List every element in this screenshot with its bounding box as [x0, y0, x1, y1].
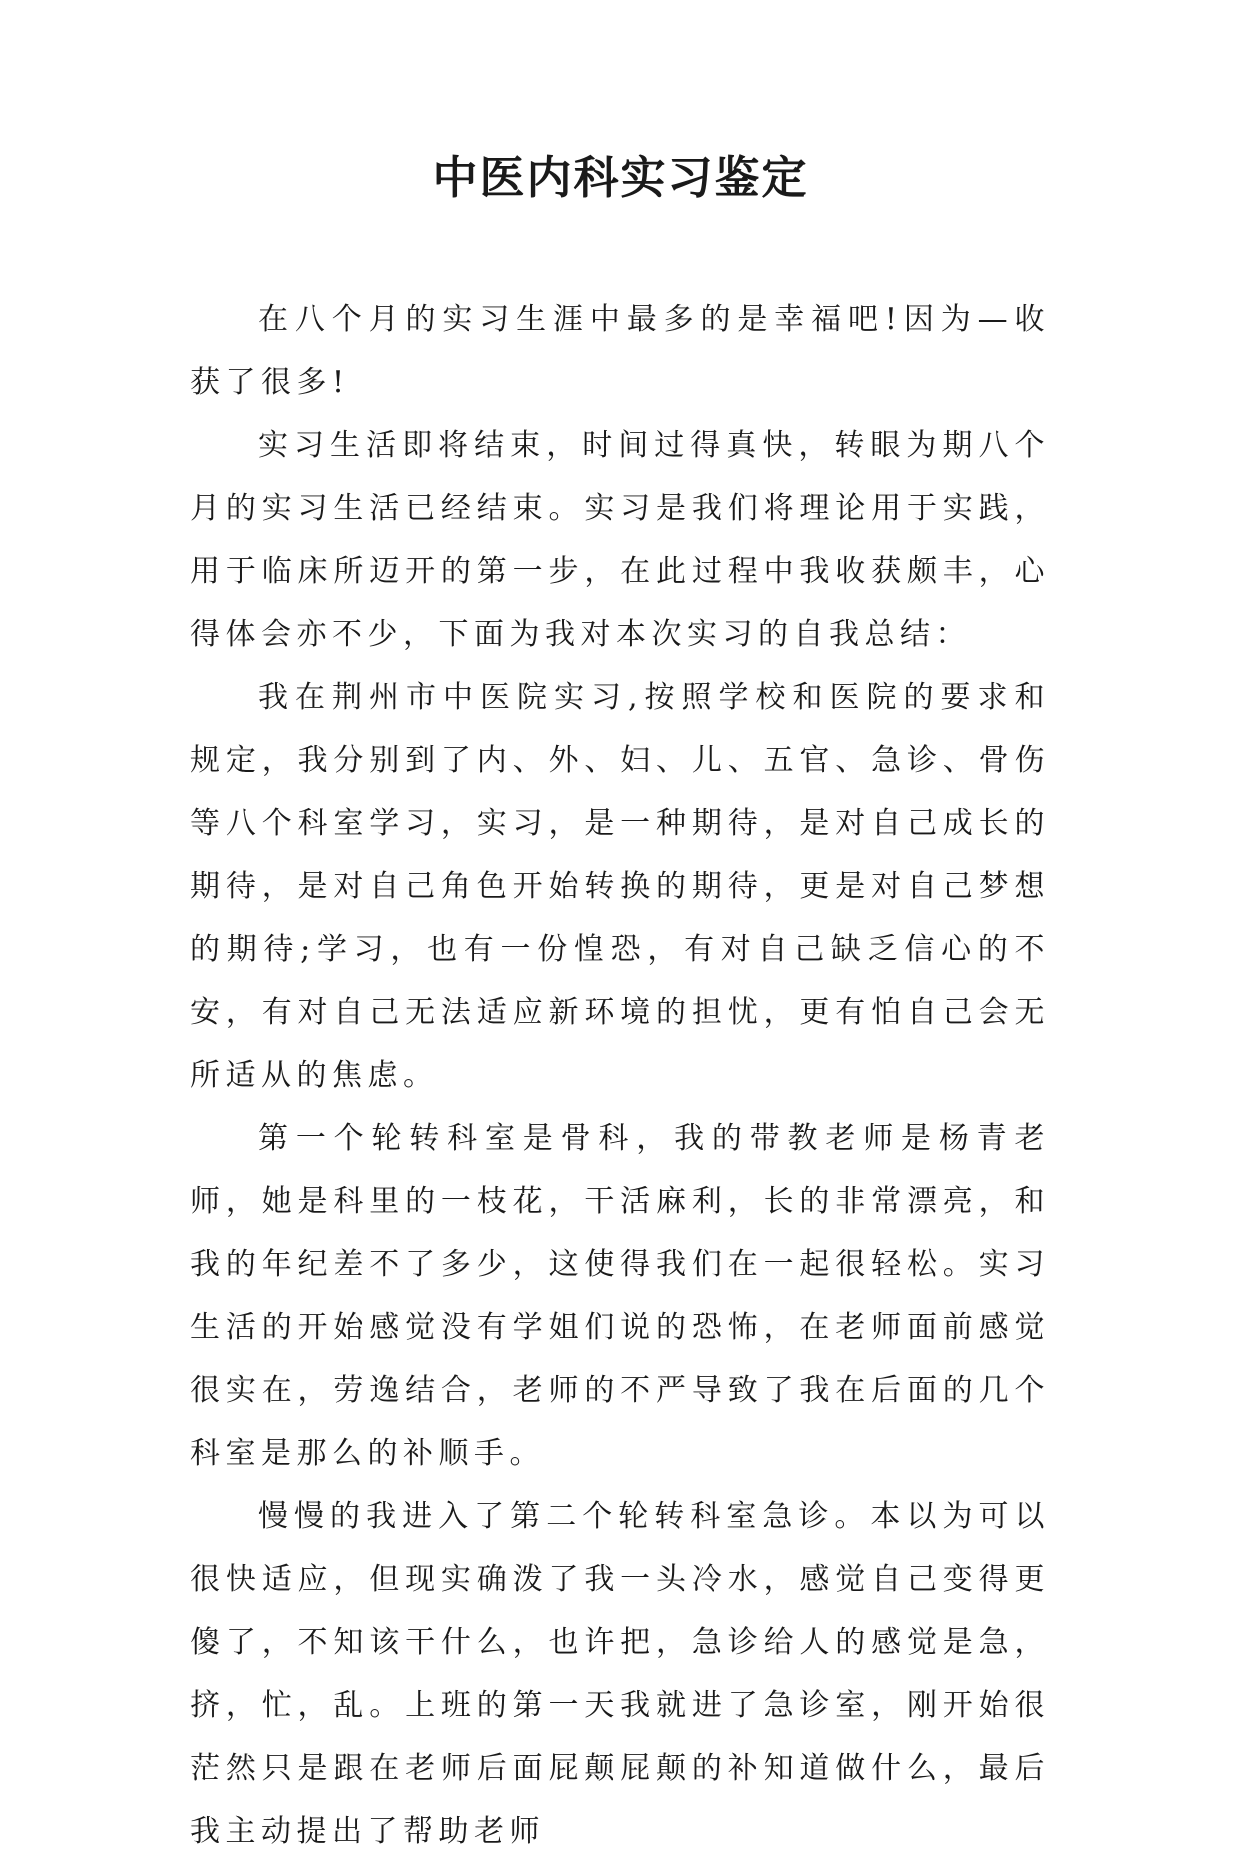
paragraph-3: 我在荆州市中医院实习,按照学校和医院的要求和规定，我分别到了内、外、妇、儿、五官、急诊、骨伤等八个科室学习，实习，是一种期待，是对自己成长的期待，是对自己角色开始转换的期待，更是对自己梦想的期待;学习，也有一份惶恐，有对自己缺乏信心的不安，有对自己无法适应新环境的担忧，更有怕自己会无所适从的焦虑。 — [190, 680, 1050, 1093]
paragraph-5: 慢慢的我进入了第二个轮转科室急诊。本以为可以很快适应，但现实确泼了我一头冷水，感觉自己变得更傻了，不知该干什么，也许把，急诊给人的感觉是急，挤，忙，乱。上班的第一天我就进了急诊室，刚开始很茫然只是跟在老师后面屁颠屁颠的补知道做什么，最后我主动提出了帮助老师 — [190, 1499, 1050, 1849]
paragraph-2: 实习生活即将结束，时间过得真快，转眼为期八个月的实习生活已经结束。实习是我们将理论用于实践，用于临床所迈开的第一步，在此过程中我收获颇丰，心得体会亦不少，下面为我对本次实习的自我总结： — [190, 428, 1050, 652]
paragraph-1: 在八个月的实习生涯中最多的是幸福吧!因为—收获了很多! — [190, 302, 1050, 400]
document-body — [190, 288, 1050, 1863]
paragraph-4: 第一个轮转科室是骨科，我的带教老师是杨青老师，她是科里的一枝花，干活麻利，长的非常漂亮，和我的年纪差不了多少，这使得我们在一起很轻松。实习生活的开始感觉没有学姐们说的恐怖，在老师面前感觉很实在，劳逸结合，老师的不严导致了我在后面的几个科室是那么的补顺手。 — [190, 1121, 1050, 1471]
document-title: 中医内科实习鉴定 — [432, 151, 809, 204]
